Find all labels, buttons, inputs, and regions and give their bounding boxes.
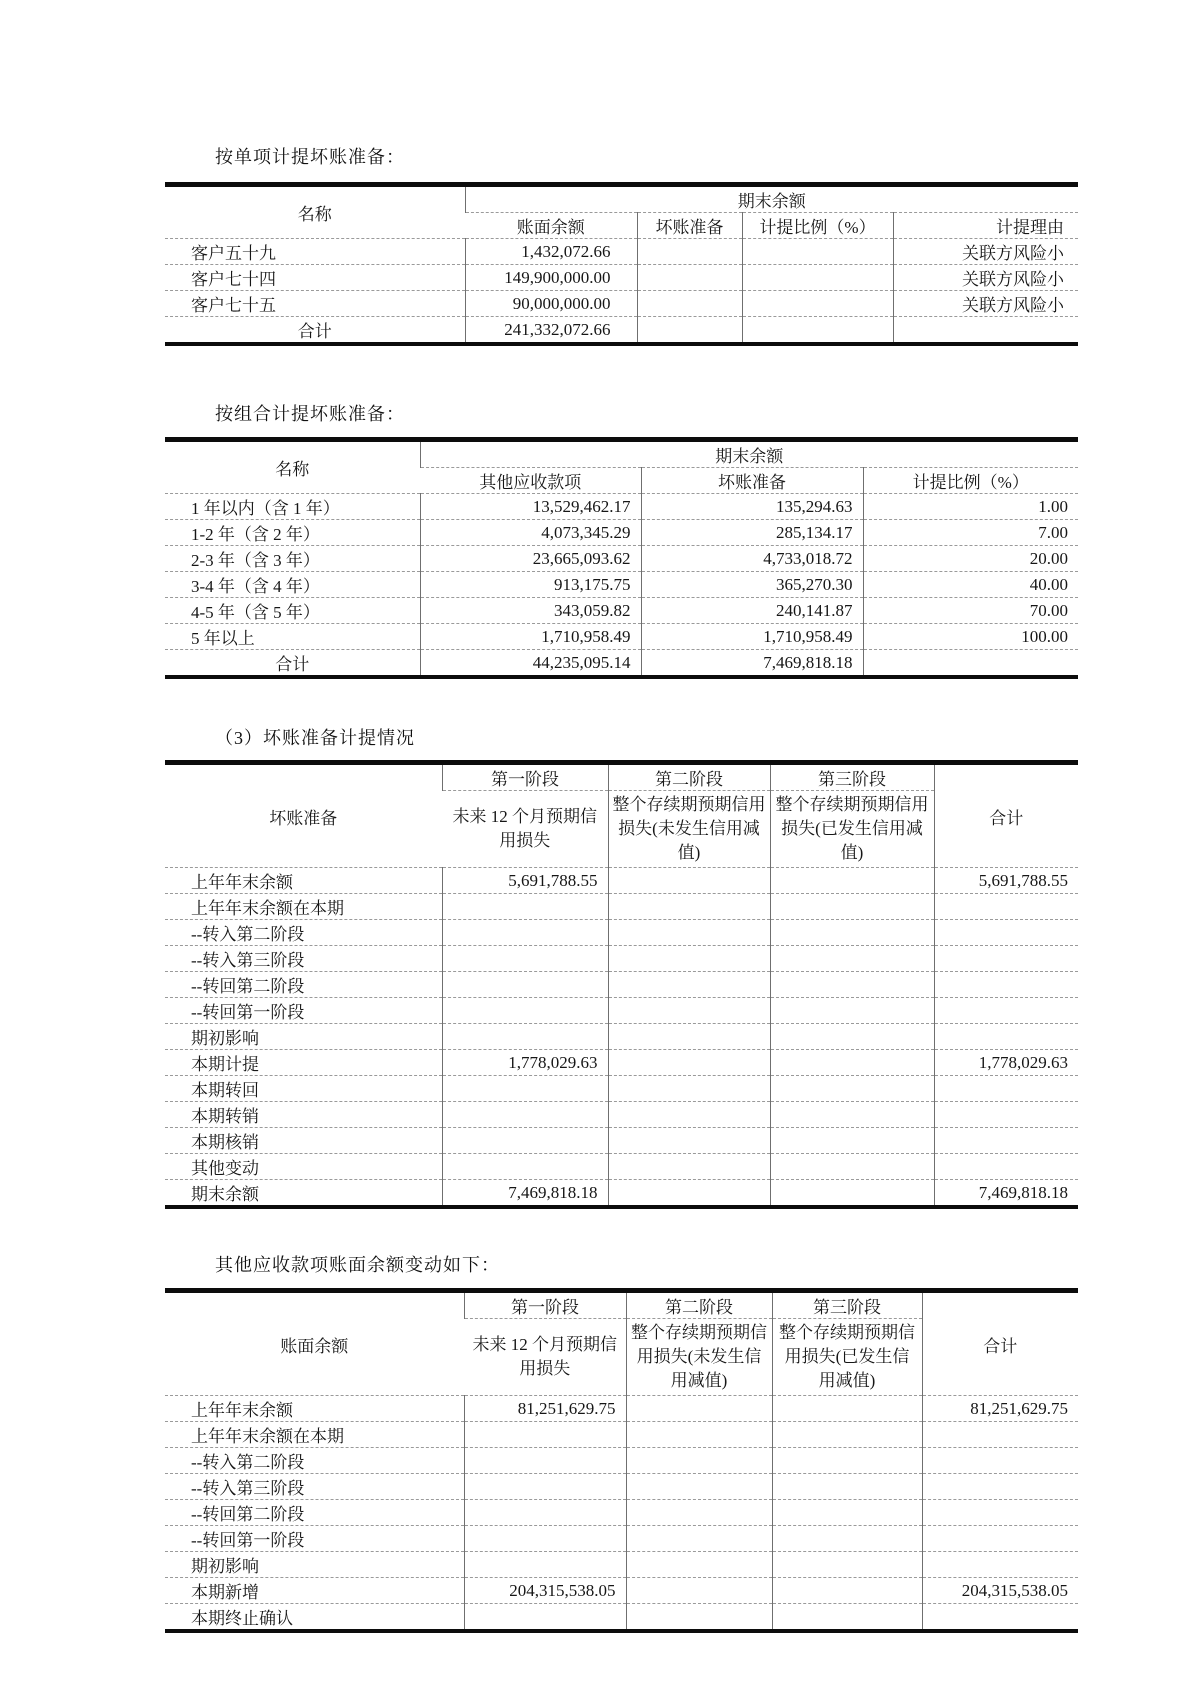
cell-s3 xyxy=(770,1024,934,1050)
cell-s2 xyxy=(608,998,770,1024)
cell-s1 xyxy=(442,1024,608,1050)
table-row xyxy=(165,546,1078,572)
cell-name: 3-4 年（含 4 年） xyxy=(165,572,420,598)
cell-label: 期末余额 xyxy=(165,1180,442,1208)
cell-s3 xyxy=(770,998,934,1024)
cell-book: 1,432,072.66 xyxy=(465,239,637,265)
cell-ratio xyxy=(742,317,893,345)
cell-name: 1 年以内（含 1 年） xyxy=(165,494,420,520)
cell-label: 本期转销 xyxy=(165,1102,442,1128)
header-book-balance: 账面余额 xyxy=(280,1336,349,1356)
cell-s1 xyxy=(442,894,608,920)
cell-s2 xyxy=(608,920,770,946)
cell-s3 xyxy=(770,868,934,894)
cell-s2 xyxy=(608,894,770,920)
header-other-receivables: 其他应收款项 xyxy=(420,468,641,494)
cell-label: 上年年末余额在本期 xyxy=(165,1422,464,1448)
cell-s2 xyxy=(626,1578,772,1604)
cell-s2 xyxy=(608,1128,770,1154)
cell-total xyxy=(922,1526,1078,1552)
header-row-group xyxy=(165,185,1078,213)
subheader-stage-1: 未来 12 个月预期信用损失 xyxy=(442,791,608,868)
table-total xyxy=(165,650,1078,678)
provision-stages-table xyxy=(165,760,1078,1209)
header-stage-1: 第一阶段 xyxy=(442,763,608,791)
section-title-provision-status: （3）坏账准备计提情况 xyxy=(215,728,415,748)
header-book-balance: 账面余额 xyxy=(465,213,637,239)
cell-bad xyxy=(637,291,742,317)
group-provision-table xyxy=(165,437,1078,679)
cell-total: 7,469,818.18 xyxy=(934,1180,1078,1208)
cell-total: 1,778,029.63 xyxy=(934,1050,1078,1076)
cell-amount: 913,175.75 xyxy=(420,572,641,598)
cell-s1 xyxy=(464,1474,626,1500)
cell-ratio: 20.00 xyxy=(863,546,1078,572)
cell-ratio: 100.00 xyxy=(863,624,1078,650)
table-row xyxy=(165,868,1078,894)
cell-name: 4-5 年（含 5 年） xyxy=(165,598,420,624)
cell-label: 其他变动 xyxy=(165,1154,442,1180)
header-stage-3: 第三阶段 xyxy=(770,763,934,791)
cell-label: 本期终止确认 xyxy=(165,1604,464,1632)
cell-s2 xyxy=(626,1422,772,1448)
cell-label: 本期新增 xyxy=(165,1578,464,1604)
table-header xyxy=(165,763,1078,868)
cell-s1 xyxy=(442,1128,608,1154)
cell-s3 xyxy=(770,1076,934,1102)
header-row-stages xyxy=(165,763,1078,791)
table-row xyxy=(165,1396,1078,1422)
header-total: 合计 xyxy=(934,763,1078,868)
subheader-stage-1: 未来 12 个月预期信用损失 xyxy=(464,1319,626,1396)
header-stage-2: 第二阶段 xyxy=(608,763,770,791)
cell-total xyxy=(934,1102,1078,1128)
cell-total xyxy=(922,1604,1078,1632)
cell-s3 xyxy=(770,1128,934,1154)
cell-s2 xyxy=(626,1448,772,1474)
cell-reason: 关联方风险小 xyxy=(893,265,1078,291)
cell-bad: 135,294.63 xyxy=(641,494,863,520)
cell-label: 本期转回 xyxy=(165,1076,442,1102)
cell-reason: 关联方风险小 xyxy=(893,291,1078,317)
cell-label: --转入第二阶段 xyxy=(165,920,442,946)
cell-s2 xyxy=(608,1154,770,1180)
cell-s3 xyxy=(770,920,934,946)
table-row xyxy=(165,598,1078,624)
cell-amount: 44,235,095.14 xyxy=(420,650,641,678)
cell-name: 客户七十五 xyxy=(165,291,465,317)
header-total: 合计 xyxy=(922,1291,1078,1396)
table-row xyxy=(165,1180,1078,1208)
cell-total xyxy=(934,946,1078,972)
cell-label: 上年年末余额在本期 xyxy=(165,894,442,920)
cell-bad: 365,270.30 xyxy=(641,572,863,598)
section-title-individual-provision: 按单项计提坏账准备： xyxy=(215,147,405,167)
cell-s3 xyxy=(770,1050,934,1076)
cell-s2 xyxy=(608,972,770,998)
cell-bad xyxy=(637,317,742,345)
individual-provision-table xyxy=(165,182,1078,346)
cell-s3 xyxy=(772,1552,922,1578)
cell-s1 xyxy=(464,1526,626,1552)
cell-s2 xyxy=(608,946,770,972)
cell-label: 期初影响 xyxy=(165,1552,464,1578)
cell-label: --转回第二阶段 xyxy=(165,972,442,998)
table-row xyxy=(165,1422,1078,1448)
cell-name: 客户五十九 xyxy=(165,239,465,265)
table-header xyxy=(165,185,1078,239)
cell-reason xyxy=(893,317,1078,345)
table-row xyxy=(165,265,1078,291)
cell-bad: 4,733,018.72 xyxy=(641,546,863,572)
header-stage-1: 第一阶段 xyxy=(464,1291,626,1319)
cell-total xyxy=(934,1024,1078,1050)
table-row xyxy=(165,1154,1078,1180)
cell-total xyxy=(934,1128,1078,1154)
header-provision-ratio: 计提比例（%） xyxy=(742,213,893,239)
cell-label: 本期核销 xyxy=(165,1128,442,1154)
cell-name: 1-2 年（含 2 年） xyxy=(165,520,420,546)
table-body xyxy=(165,1396,1078,1632)
cell-amount: 343,059.82 xyxy=(420,598,641,624)
cell-total xyxy=(934,998,1078,1024)
cell-total: 5,691,788.55 xyxy=(934,868,1078,894)
table-row xyxy=(165,1024,1078,1050)
cell-s3 xyxy=(772,1500,922,1526)
cell-ratio xyxy=(742,265,893,291)
cell-s3 xyxy=(772,1474,922,1500)
cell-s1: 81,251,629.75 xyxy=(464,1396,626,1422)
cell-ratio xyxy=(742,239,893,265)
cell-amount: 4,073,345.29 xyxy=(420,520,641,546)
subheader-stage-3: 整个存续期预期信用损失(已发生信用减值) xyxy=(770,791,934,868)
cell-s1 xyxy=(442,946,608,972)
table-row xyxy=(165,920,1078,946)
cell-ratio: 40.00 xyxy=(863,572,1078,598)
cell-s1 xyxy=(442,998,608,1024)
cell-s2 xyxy=(626,1552,772,1578)
cell-s3 xyxy=(772,1448,922,1474)
table-row xyxy=(165,291,1078,317)
table-header xyxy=(165,440,1078,494)
cell-s1: 7,469,818.18 xyxy=(442,1180,608,1208)
cell-s3 xyxy=(770,894,934,920)
cell-book: 90,000,000.00 xyxy=(465,291,637,317)
table-row xyxy=(165,1604,1078,1632)
cell-s1 xyxy=(464,1552,626,1578)
cell-s2 xyxy=(626,1396,772,1422)
table-row xyxy=(165,494,1078,520)
table-row xyxy=(165,650,1078,678)
book-balance-changes-table xyxy=(165,1288,1078,1633)
table-row xyxy=(165,972,1078,998)
cell-ratio xyxy=(742,291,893,317)
cell-s1 xyxy=(442,1102,608,1128)
header-provision-ratio: 计提比例（%） xyxy=(863,468,1078,494)
cell-reason: 关联方风险小 xyxy=(893,239,1078,265)
cell-s2 xyxy=(626,1474,772,1500)
cell-amount: 13,529,462.17 xyxy=(420,494,641,520)
cell-s3 xyxy=(770,1154,934,1180)
cell-s2 xyxy=(608,1102,770,1128)
cell-bad xyxy=(637,265,742,291)
cell-bad: 1,710,958.49 xyxy=(641,624,863,650)
cell-bad: 240,141.87 xyxy=(641,598,863,624)
table-row xyxy=(165,572,1078,598)
table-row xyxy=(165,624,1078,650)
cell-total xyxy=(922,1422,1078,1448)
table-row xyxy=(165,1500,1078,1526)
cell-name: 合计 xyxy=(165,650,420,678)
table-row xyxy=(165,1448,1078,1474)
table-row xyxy=(165,998,1078,1024)
cell-s3 xyxy=(772,1604,922,1632)
cell-book: 149,900,000.00 xyxy=(465,265,637,291)
table-body xyxy=(165,239,1078,317)
cell-label: 上年年末余额 xyxy=(165,868,442,894)
table-row xyxy=(165,1102,1078,1128)
table-body xyxy=(165,868,1078,1208)
cell-label: --转回第一阶段 xyxy=(165,998,442,1024)
cell-label: --转入第二阶段 xyxy=(165,1448,464,1474)
table-row xyxy=(165,1552,1078,1578)
table-row xyxy=(165,1578,1078,1604)
cell-name: 合计 xyxy=(165,317,465,345)
table-body xyxy=(165,494,1078,650)
cell-total xyxy=(934,894,1078,920)
cell-s2 xyxy=(608,1024,770,1050)
table-row xyxy=(165,894,1078,920)
header-row-group xyxy=(165,440,1078,468)
cell-s1 xyxy=(442,920,608,946)
cell-s1 xyxy=(464,1604,626,1632)
cell-s1 xyxy=(464,1448,626,1474)
table-row xyxy=(165,239,1078,265)
cell-s3 xyxy=(770,946,934,972)
table-row xyxy=(165,1076,1078,1102)
cell-amount: 23,665,093.62 xyxy=(420,546,641,572)
table-row xyxy=(165,1128,1078,1154)
table-row xyxy=(165,1474,1078,1500)
cell-ratio: 1.00 xyxy=(863,494,1078,520)
cell-name: 2-3 年（含 3 年） xyxy=(165,546,420,572)
header-name: 名称 xyxy=(297,205,332,224)
section-title-group-provision: 按组合计提坏账准备： xyxy=(215,404,405,424)
document-content xyxy=(165,145,1078,1633)
cell-total xyxy=(922,1500,1078,1526)
cell-ratio: 70.00 xyxy=(863,598,1078,624)
cell-label: 本期计提 xyxy=(165,1050,442,1076)
subheader-stage-2: 整个存续期预期信用损失(未发生信用减值) xyxy=(608,791,770,868)
table-total xyxy=(165,317,1078,345)
cell-s1 xyxy=(442,1076,608,1102)
cell-s3 xyxy=(772,1526,922,1552)
cell-s3 xyxy=(772,1396,922,1422)
table-header xyxy=(165,1291,1078,1396)
cell-total: 204,315,538.05 xyxy=(922,1578,1078,1604)
header-stage-3: 第三阶段 xyxy=(772,1291,922,1319)
cell-total: 81,251,629.75 xyxy=(922,1396,1078,1422)
cell-label: 上年年末余额 xyxy=(165,1396,464,1422)
section-title-book-balance-changes: 其他应收款项账面余额变动如下： xyxy=(215,1255,500,1275)
subheader-stage-2: 整个存续期预期信用损失(未发生信用减值) xyxy=(626,1319,772,1396)
cell-ratio: 7.00 xyxy=(863,520,1078,546)
cell-s1: 204,315,538.05 xyxy=(464,1578,626,1604)
cell-total xyxy=(922,1474,1078,1500)
cell-total xyxy=(922,1552,1078,1578)
cell-ratio xyxy=(863,650,1078,678)
header-period-end-balance: 期末余额 xyxy=(420,440,1078,468)
header-row-stages xyxy=(165,1291,1078,1319)
cell-s3 xyxy=(772,1578,922,1604)
cell-s1 xyxy=(442,1154,608,1180)
cell-book: 241,332,072.66 xyxy=(465,317,637,345)
header-provision-reason: 计提理由 xyxy=(893,213,1078,239)
cell-s3 xyxy=(772,1422,922,1448)
cell-total xyxy=(934,1076,1078,1102)
cell-s2 xyxy=(626,1604,772,1632)
cell-s1: 1,778,029.63 xyxy=(442,1050,608,1076)
cell-s2 xyxy=(608,1180,770,1208)
cell-label: --转回第一阶段 xyxy=(165,1526,464,1552)
cell-s1 xyxy=(464,1500,626,1526)
cell-s2 xyxy=(626,1526,772,1552)
table-row xyxy=(165,520,1078,546)
cell-label: --转入第三阶段 xyxy=(165,946,442,972)
cell-s1: 5,691,788.55 xyxy=(442,868,608,894)
cell-label: --转回第二阶段 xyxy=(165,1500,464,1526)
cell-s3 xyxy=(770,1180,934,1208)
table-row xyxy=(165,1050,1078,1076)
cell-s2 xyxy=(626,1500,772,1526)
header-name: 名称 xyxy=(275,460,310,479)
header-bad-debt-provision: 坏账准备 xyxy=(637,213,742,239)
cell-total xyxy=(934,920,1078,946)
table-row xyxy=(165,946,1078,972)
cell-total xyxy=(922,1448,1078,1474)
cell-s1 xyxy=(464,1422,626,1448)
cell-label: --转入第三阶段 xyxy=(165,1474,464,1500)
cell-s3 xyxy=(770,972,934,998)
header-bad-debt-provision: 坏账准备 xyxy=(641,468,863,494)
table-row xyxy=(165,1526,1078,1552)
cell-label: 期初影响 xyxy=(165,1024,442,1050)
cell-s2 xyxy=(608,1050,770,1076)
cell-s3 xyxy=(770,1102,934,1128)
cell-total xyxy=(934,972,1078,998)
cell-bad: 285,134.17 xyxy=(641,520,863,546)
cell-bad: 7,469,818.18 xyxy=(641,650,863,678)
header-period-end-balance: 期末余额 xyxy=(465,185,1078,213)
cell-total xyxy=(934,1154,1078,1180)
header-stage-2: 第二阶段 xyxy=(626,1291,772,1319)
cell-s2 xyxy=(608,868,770,894)
cell-amount: 1,710,958.49 xyxy=(420,624,641,650)
cell-s1 xyxy=(442,972,608,998)
cell-name: 5 年以上 xyxy=(165,624,420,650)
cell-bad xyxy=(637,239,742,265)
subheader-stage-3: 整个存续期预期信用损失(已发生信用减值) xyxy=(772,1319,922,1396)
cell-s2 xyxy=(608,1076,770,1102)
table-row xyxy=(165,317,1078,345)
cell-name: 客户七十四 xyxy=(165,265,465,291)
header-bad-debt-provision: 坏账准备 xyxy=(269,808,338,828)
